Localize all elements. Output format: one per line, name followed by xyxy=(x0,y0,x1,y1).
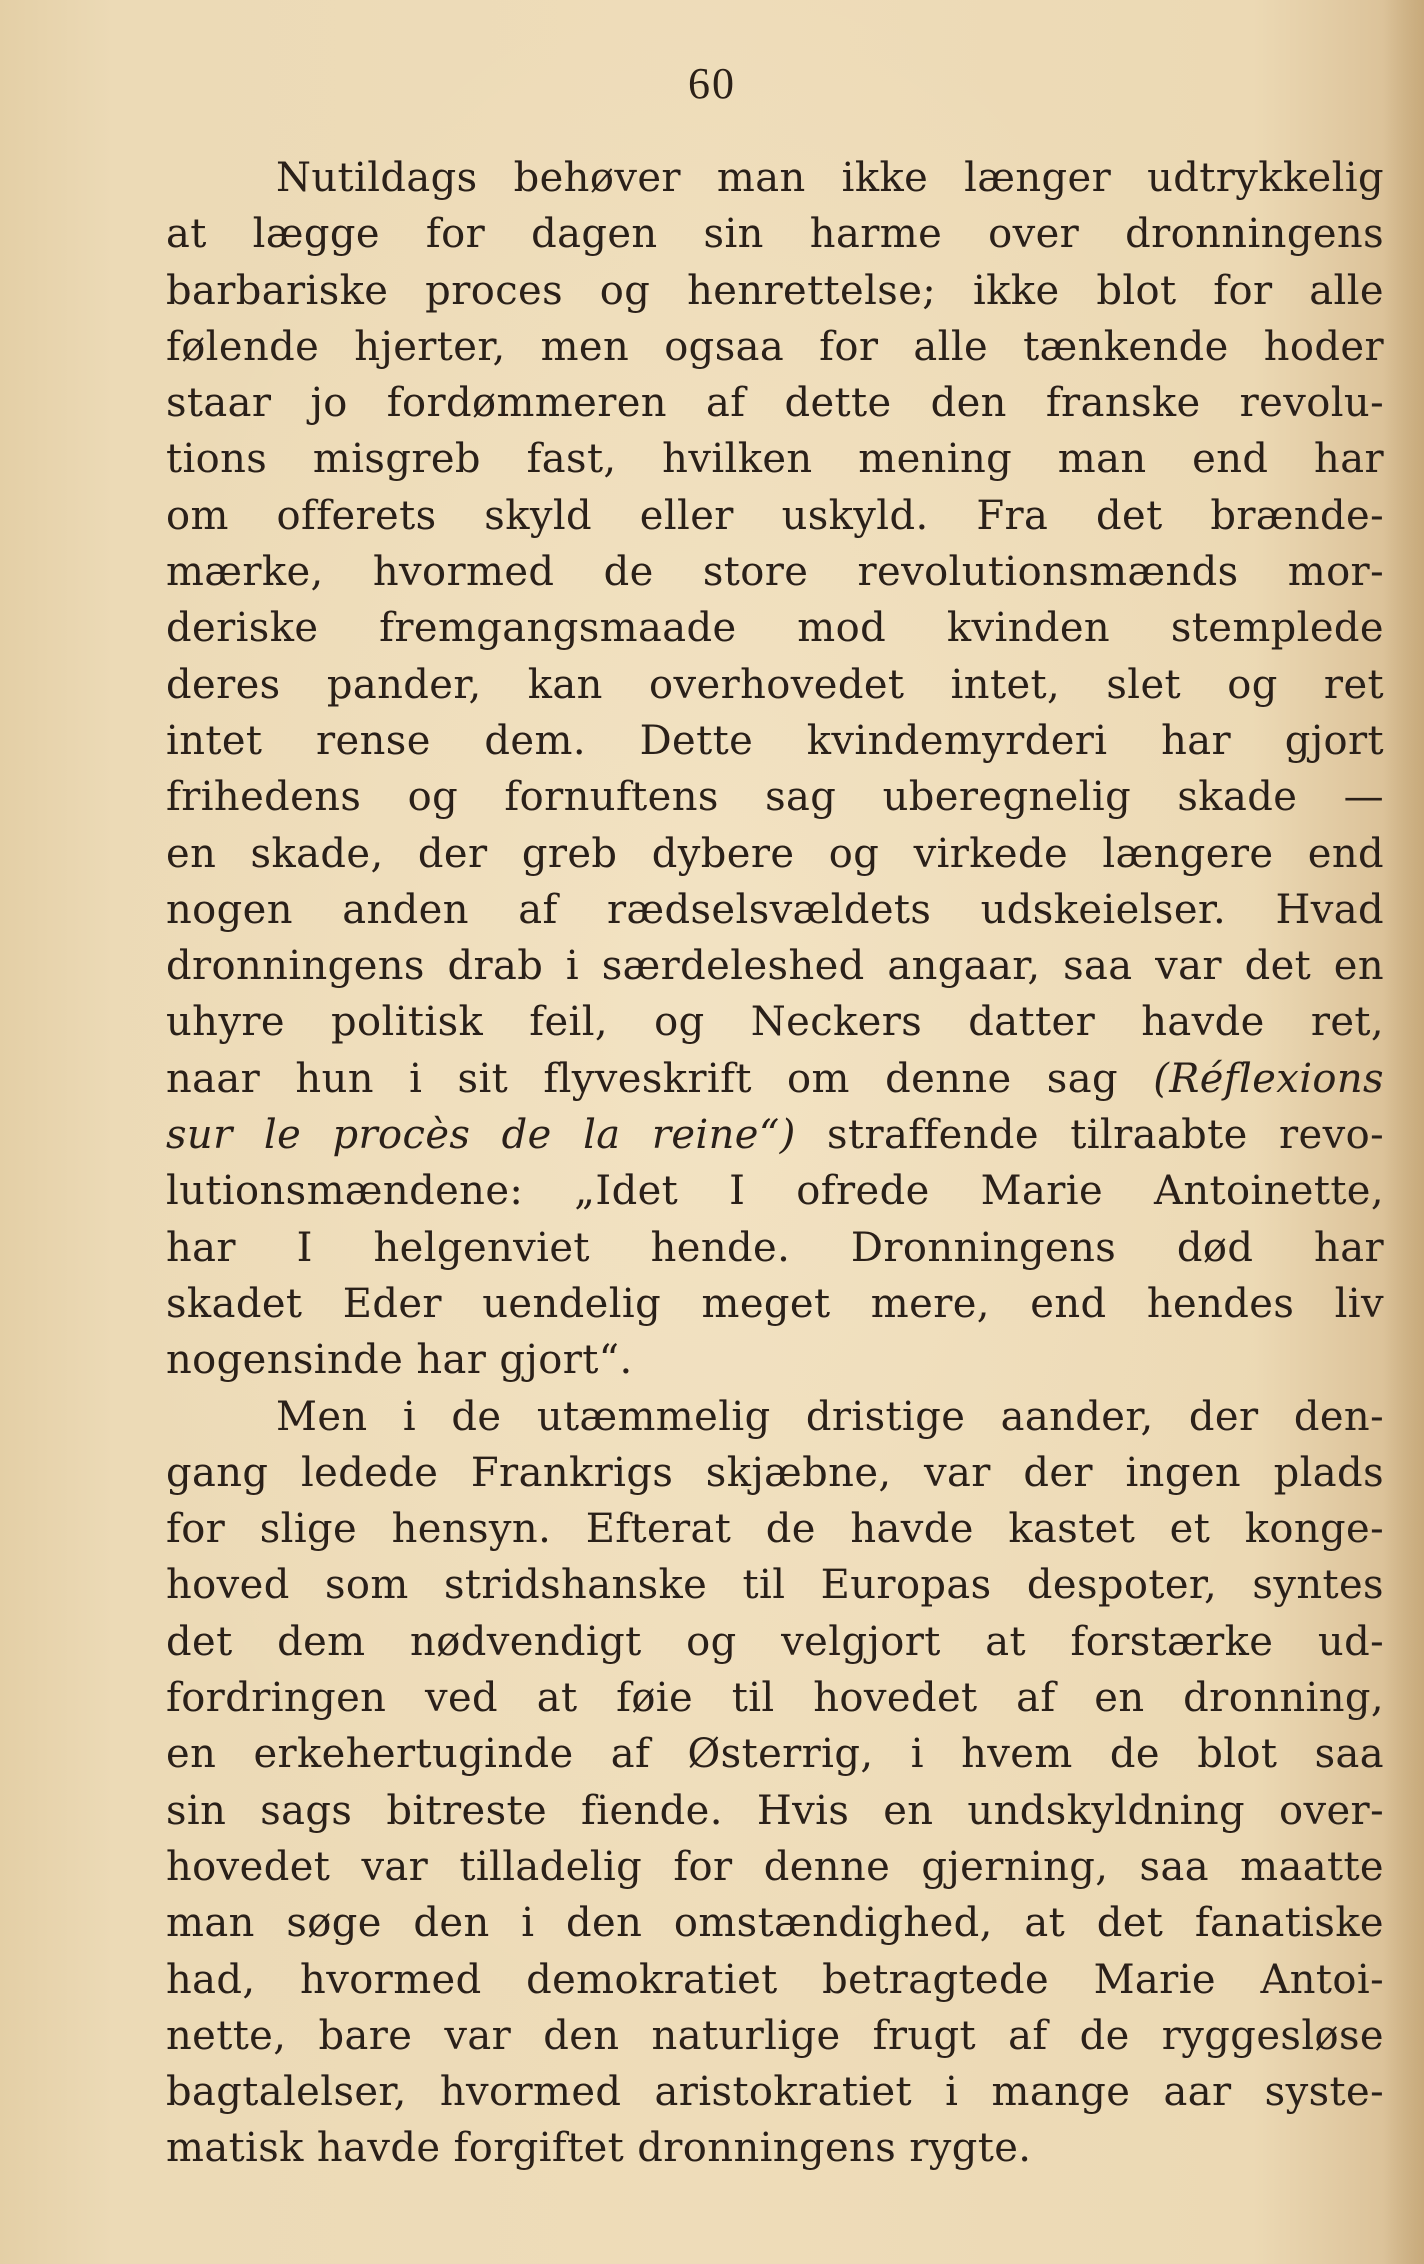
text-line: dronningens drab i særdeleshed angaar, saa var det en xyxy=(166,943,1384,990)
text-line: at lægge for dagen sin harme over dronningens xyxy=(166,211,1384,258)
text-run: naar hun i sit flyveskrift om denne sag xyxy=(166,1055,1154,1102)
text-line-mixed xyxy=(166,1051,1384,1107)
text-line: uhyre politisk feil, og Neckers datter havde ret, xyxy=(166,999,1384,1046)
text-line: Nutildags behøver man ikke længer udtrykkelig xyxy=(276,155,1384,201)
body-text xyxy=(166,150,1384,2177)
text-line: gang ledede Frankrigs skjæbne, var der ingen plads xyxy=(166,1449,1384,1496)
text-line: staar jo fordømmeren af dette den franske revolu- xyxy=(166,380,1384,427)
text-line: følende hjerter, men ogsaa for alle tænkende hoder xyxy=(166,323,1384,370)
text-line: hovedet var tilladelig for denne gjerning, saa maatte xyxy=(166,1843,1384,1890)
text-line-mixed xyxy=(166,1107,1384,1163)
text-line: en erkehertuginde af Østerrig, i hvem de blot saa xyxy=(166,1731,1384,1778)
text-line: deres pander, kan overhovedet intet, slet og ret xyxy=(166,661,1384,708)
italic-title-run: (Réflexions xyxy=(1153,1055,1384,1102)
text-line: en skade, der greb dybere og virkede længere end xyxy=(166,830,1384,877)
text-line: tions misgreb fast, hvilken mening man end har xyxy=(166,436,1384,483)
text-line: frihedens og fornuftens sag uberegnelig skade — xyxy=(166,774,1384,821)
text-line: Men i de utæmmelig dristige aander, der den- xyxy=(276,1393,1384,1440)
text-line: deriske fremgangsmaade mod kvinden stemplede xyxy=(166,605,1384,652)
text-line: sin sags bitreste fiende. Hvis en undskyldning over- xyxy=(166,1787,1384,1834)
text-line: barbariske proces og henrettelse; ikke blot for alle xyxy=(166,267,1384,314)
page-edge-shadow xyxy=(1384,0,1424,2264)
text-line: nette, bare var den naturlige frugt af de ryggesløse xyxy=(166,2012,1384,2059)
text-line: om offerets skyld eller uskyld. Fra det brænde- xyxy=(166,492,1384,539)
text-line: intet rense dem. Dette kvindemyrderi har gjort xyxy=(166,717,1384,764)
text-line: det dem nødvendigt og velgjort at forstærke ud- xyxy=(166,1618,1384,1665)
text-line: for slige hensyn. Efterat de havde kastet et konge- xyxy=(166,1506,1384,1553)
text-run: straffende tilraabte revo- xyxy=(795,1112,1385,1159)
text-line: mærke, hvormed de store revolutionsmænds mor- xyxy=(166,549,1384,596)
text-line: har I helgenviet hende. Dronningens død har xyxy=(166,1224,1384,1271)
text-line: nogen anden af rædselsvældets udskeielser. Hvad xyxy=(166,886,1384,933)
text-line: man søge den i den omstændighed, at det fanatiske xyxy=(166,1900,1384,1947)
text-line: bagtalelser, hvormed aristokratiet i mange aar syste- xyxy=(166,2069,1384,2116)
text-line: had, hvormed demokratiet betragtede Marie Antoi- xyxy=(166,1956,1384,2003)
text-line: fordringen ved at føie til hovedet af en dronning, xyxy=(166,1675,1384,1722)
text-line: matisk havde forgiftet dronningens rygte. xyxy=(166,2125,1032,2172)
text-line: skadet Eder uendelig meget mere, end hendes liv xyxy=(166,1280,1384,1327)
page-number: 60 xyxy=(688,59,736,108)
italic-title-run: sur le procès de la reine“) xyxy=(166,1112,796,1159)
text-line: lutionsmændene: „Idet I ofrede Marie Antoinette, xyxy=(166,1168,1384,1215)
text-line: hoved som stridshanske til Europas despoter, syntes xyxy=(166,1562,1384,1609)
text-line: nogensinde har gjort“. xyxy=(166,1337,633,1384)
